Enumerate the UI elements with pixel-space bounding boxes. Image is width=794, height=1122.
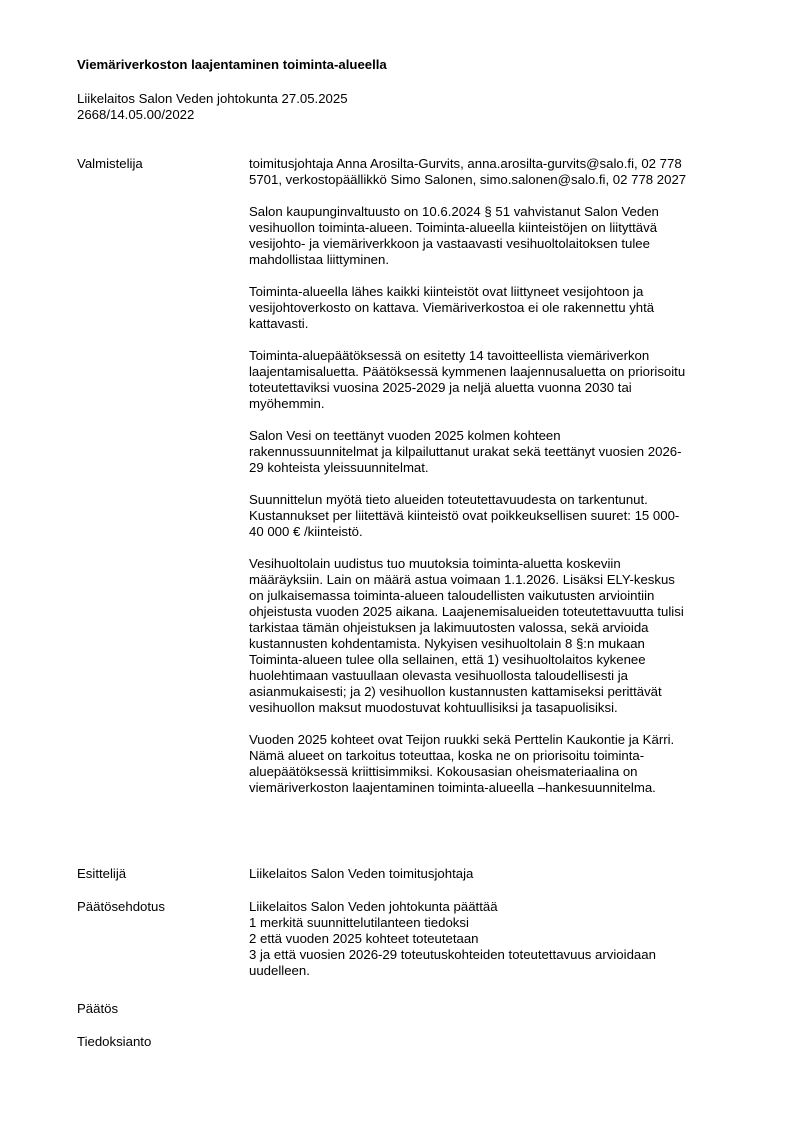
document-title: Viemäriverkoston laajentaminen toiminta-alueella bbox=[77, 57, 387, 72]
valmistelija-line: 40 000 € /kiinteistö. bbox=[249, 524, 363, 539]
valmistelija-line: 5701, verkostopäällikkö Simo Salonen, simo.salonen@salo.fi, 02 778 2027 bbox=[249, 172, 687, 187]
label-paatosehdotus: Päätösehdotus bbox=[77, 899, 165, 914]
valmistelija-line: rakennussuunnitelmat ja kilpailuttanut urakat sekä teettänyt vuosien 2026- bbox=[249, 444, 682, 459]
valmistelija-line: vesijohto- ja viemäriverkkoon ja vastaavasti vesihuoltolaitoksen tulee bbox=[249, 236, 650, 251]
diary-number: 2668/14.05.00/2022 bbox=[77, 107, 195, 122]
valmistelija-line: Toiminta-aluepäätöksessä on esitetty 14 tavoitteellista viemäriverkon bbox=[249, 348, 650, 363]
valmistelija-line: on julkaisemassa toiminta-alueen taloudellisten vaikutusten arviointiin bbox=[249, 588, 655, 603]
valmistelija-line: Vuoden 2025 kohteet ovat Teijon ruukki sekä Perttelin Kaukontie ja Kärri. bbox=[249, 732, 675, 747]
valmistelija-line: Toiminta-alueella lähes kaikki kiinteistöt ovat liittyneet vesijohtoon ja bbox=[249, 284, 644, 299]
valmistelija-line: toteutettaviksi vuosina 2025-2029 ja neljä aluetta vuonna 2030 tai bbox=[249, 380, 632, 395]
valmistelija-line: toimitusjohtaja Anna Arosilta-Gurvits, anna.arosilta-gurvits@salo.fi, 02 778 bbox=[249, 156, 682, 171]
paatosehdotus-line: 3 ja että vuosien 2026-29 toteutuskohteiden toteutettavuus arvioidaan bbox=[249, 947, 656, 962]
valmistelija-line: Vesihuoltolain uudistus tuo muutoksia toiminta-aluetta koskeviin bbox=[249, 556, 621, 571]
paatosehdotus-text bbox=[249, 899, 749, 979]
valmistelija-line: Kustannukset per liitettävä kiinteistö ovat poikkeuksellisen suuret: 15 000- bbox=[249, 508, 680, 523]
valmistelija-line: huolehtimaan vastuullaan olevasta vesihuollosta taloudellisesti ja bbox=[249, 668, 629, 683]
paatosehdotus-line: 2 että vuoden 2025 kohteet toteutetaan bbox=[249, 931, 479, 946]
label-valmistelija: Valmistelija bbox=[77, 156, 143, 171]
valmistelija-line: vesihuollon toiminta-alueen. Toiminta-alueella kiinteistöjen on liityttävä bbox=[249, 220, 658, 235]
valmistelija-line: Salon kaupunginvaltuusto on 10.6.2024 § 51 vahvistanut Salon Veden bbox=[249, 204, 659, 219]
valmistelija-paragraph bbox=[249, 348, 749, 412]
valmistelija-line: Nämä alueet on tarkoitus toteuttaa, koska ne on priorisoitu toiminta- bbox=[249, 748, 645, 763]
valmistelija-line: viemäriverkoston laajentaminen toiminta-alueella –hankesuunnitelma. bbox=[249, 780, 656, 795]
valmistelija-line: tarkistaa tämän ohjeistuksen ja lakimuutosten valossa, sekä arvioida bbox=[249, 620, 649, 635]
valmistelija-line: määräyksiin. Lain on määrä astua voimaan 1.1.2026. Lisäksi ELY-keskus bbox=[249, 572, 675, 587]
paatosehdotus-line: Liikelaitos Salon Veden johtokunta päättää bbox=[249, 899, 498, 914]
valmistelija-paragraph bbox=[249, 556, 749, 716]
valmistelija-paragraph bbox=[249, 284, 749, 332]
valmistelija-text bbox=[249, 156, 749, 796]
valmistelija-line: kattavasti. bbox=[249, 316, 309, 331]
label-esittelija: Esittelijä bbox=[77, 866, 127, 881]
valmistelija-line: ohjeistusta vuoden 2025 aikana. Laajenemisalueiden toteutettavuutta tulisi bbox=[249, 604, 684, 619]
valmistelija-line: Salon Vesi on teettänyt vuoden 2025 kolmen kohteen bbox=[249, 428, 561, 443]
valmistelija-line: 29 kohteista yleissuunnitelmat. bbox=[249, 460, 429, 475]
valmistelija-paragraph bbox=[249, 428, 749, 476]
valmistelija-paragraph bbox=[249, 156, 749, 188]
valmistelija-line: vesijohtoverkosto on kattava. Viemäriverkostoa ei ole rakennettu yhtä bbox=[249, 300, 655, 315]
paatosehdotus-line: 1 merkitä suunnittelutilanteen tiedoksi bbox=[249, 915, 469, 930]
valmistelija-paragraph bbox=[249, 204, 749, 268]
valmistelija-line: aluepäätöksessä kriittisimmiksi. Kokousasian oheismateriaalina on bbox=[249, 764, 638, 779]
esittelija-line: Liikelaitos Salon Veden toimitusjohtaja bbox=[249, 866, 474, 881]
valmistelija-paragraph bbox=[249, 732, 749, 796]
valmistelija-line: myöhemmin. bbox=[249, 396, 325, 411]
paatosehdotus-line: uudelleen. bbox=[249, 963, 310, 978]
valmistelija-line: kustannusten kohdentamista. Nykyisen vesihuoltolain 8 §:n mukaan bbox=[249, 636, 645, 651]
meeting-line: Liikelaitos Salon Veden johtokunta 27.05.2025 bbox=[77, 91, 348, 106]
label-tiedoksianto: Tiedoksianto bbox=[77, 1034, 152, 1049]
valmistelija-line: mahdollistaa liittyminen. bbox=[249, 252, 389, 267]
valmistelija-line: Toiminta-alueen tulee olla sellainen, että 1) vesihuoltolaitos kykenee bbox=[249, 652, 646, 667]
valmistelija-line: Suunnittelun myötä tieto alueiden toteutettavuudesta on tarkentunut. bbox=[249, 492, 648, 507]
valmistelija-paragraph bbox=[249, 492, 749, 540]
valmistelija-line: vesihuollon maksut muodostuvat kohtuullisiksi ja tasapuolisiksi. bbox=[249, 700, 618, 715]
valmistelija-line: laajentamisaluetta. Päätöksessä kymmenen laajennusaluetta on priorisoitu bbox=[249, 364, 686, 379]
esittelija-text bbox=[249, 866, 749, 882]
valmistelija-line: asianmukaisesti; ja 2) vesihuollon kustannusten kattamiseksi perittävät bbox=[249, 684, 662, 699]
label-paatos: Päätös bbox=[77, 1001, 119, 1016]
